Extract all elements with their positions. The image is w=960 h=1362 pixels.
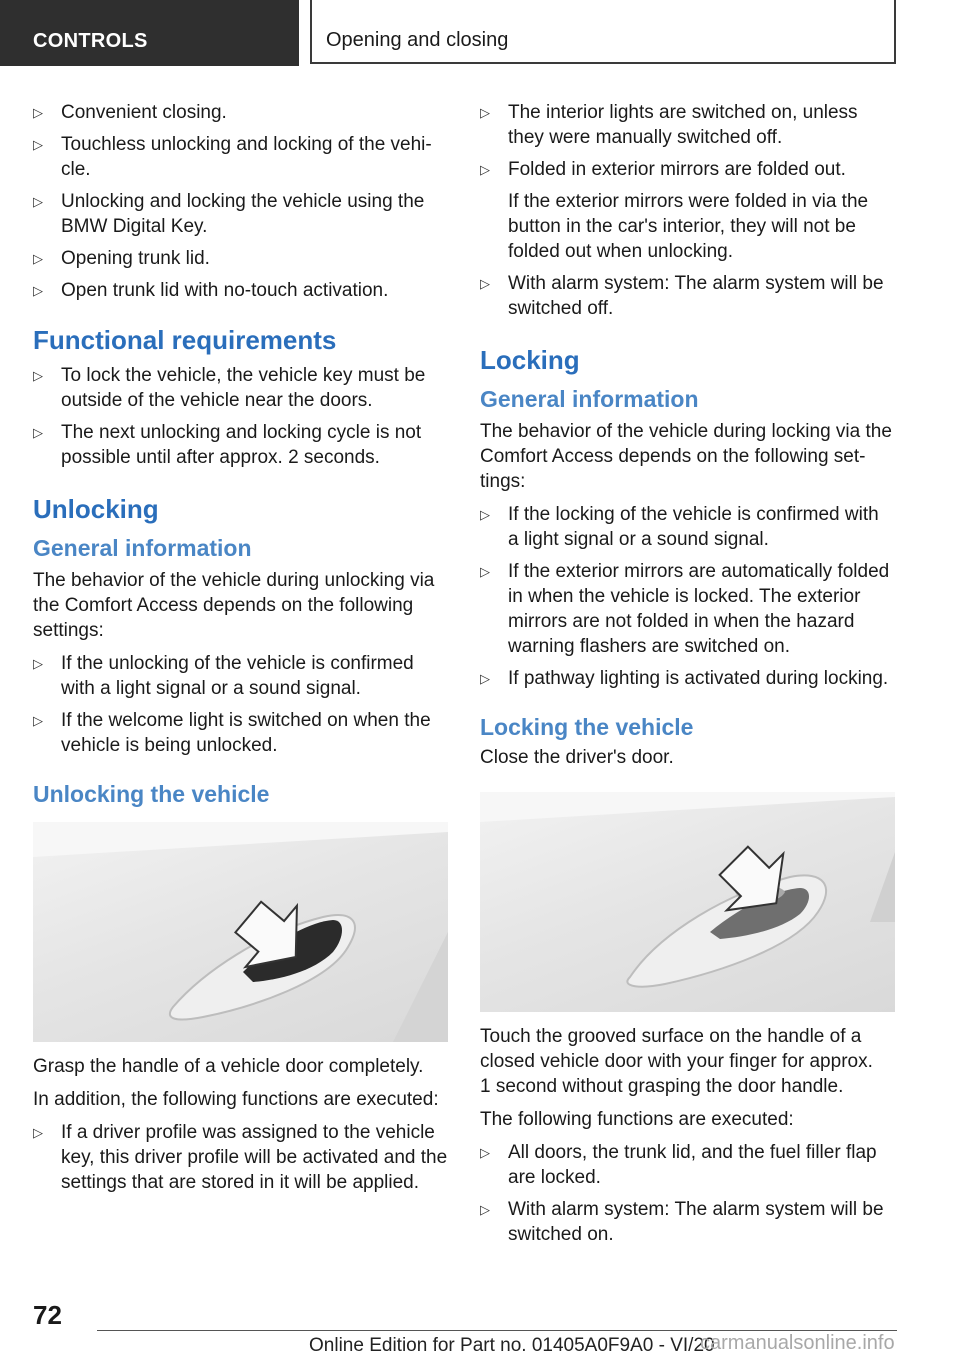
heading-locking: Locking bbox=[480, 345, 580, 375]
bullet-triangle-icon: ▷ bbox=[480, 1145, 490, 1160]
bullet-triangle-icon: ▷ bbox=[480, 1202, 490, 1217]
body-text: The following functions are executed: bbox=[480, 1109, 794, 1130]
bullet-triangle-icon: ▷ bbox=[33, 656, 43, 671]
list-item: ▷ If the welcome light is switched on when the vehicle is being unlocked. bbox=[33, 710, 431, 756]
list-item: ▷ If pathway lighting is activated during locking. bbox=[480, 668, 889, 689]
list-item: ▷ Folded in exterior mirrors are folded out. bbox=[480, 159, 846, 180]
list-item: ▷ Opening trunk lid. bbox=[33, 248, 210, 269]
list-item: ▷ With alarm system: The alarm system will be switched on. bbox=[480, 1199, 884, 1245]
list-item: ▷ If the exterior mirrors are automatically folded in when the vehicle is locked. The exterior mirrors are not folded in when the hazard warning flashers are switched on. bbox=[480, 561, 890, 657]
body-text: In addition, the following functions are executed: bbox=[33, 1089, 439, 1110]
door-handle-illustration bbox=[33, 822, 448, 1042]
page-number: 72 bbox=[33, 1300, 62, 1330]
section-label: CONTROLS bbox=[0, 0, 299, 66]
bullet-triangle-icon: ▷ bbox=[480, 507, 490, 522]
list-item: ▷ The next unlocking and locking cycle is not possible until after approx. 2 seconds. bbox=[33, 422, 422, 468]
heading-locking-the-vehicle: Locking the vehicle bbox=[480, 714, 694, 740]
list-item: ▷ If the unlocking of the vehicle is confirmed with a light signal or a sound signal. bbox=[33, 653, 414, 699]
list-item: ▷ Open trunk lid with no-touch activation. bbox=[33, 280, 389, 301]
list-item: ▷ With alarm system: The alarm system will be switched off. bbox=[480, 273, 884, 319]
list-item: ▷ To lock the vehicle, the vehicle key must be outside of the vehicle near the doors. bbox=[33, 365, 426, 411]
door-handle-illustration bbox=[480, 792, 895, 1012]
list-item: ▷ If the locking of the vehicle is confirmed with a light signal or a sound signal. bbox=[480, 504, 879, 550]
bullet-triangle-icon: ▷ bbox=[480, 105, 490, 120]
chapter-title: Opening and closing bbox=[310, 0, 896, 64]
page-header bbox=[0, 0, 960, 66]
list-item: ▷ Unlocking and locking the vehicle using the BMW Digital Key. bbox=[33, 191, 425, 237]
bullet-triangle-icon: ▷ bbox=[33, 425, 43, 440]
bullet-triangle-icon: ▷ bbox=[33, 137, 43, 152]
watermark: carmanualsonline.info bbox=[700, 1332, 895, 1354]
intro-bullet-list bbox=[33, 100, 449, 303]
bullet-triangle-icon: ▷ bbox=[33, 368, 43, 383]
body-text: Grasp the handle of a vehicle door completely. bbox=[33, 1056, 424, 1077]
bullet-triangle-icon: ▷ bbox=[33, 251, 43, 266]
bullet-triangle-icon: ▷ bbox=[480, 162, 490, 177]
list-item: ▷ All doors, the trunk lid, and the fuel filler flap are locked. bbox=[480, 1142, 877, 1188]
bullet-triangle-icon: ▷ bbox=[480, 671, 490, 686]
list-item: ▷ The interior lights are switched on, unless they were manually switched off. bbox=[480, 102, 858, 148]
bullet-triangle-icon: ▷ bbox=[33, 105, 43, 120]
list-item: ▷ Touchless unlocking and locking of the vehi- cle. bbox=[33, 134, 432, 180]
list-item-note: If the exterior mirrors were folded in via the button in the car's interior, they will not be folded out when unlocking. bbox=[508, 191, 869, 262]
list-item: ▷ If a driver profile was assigned to the vehicle key, this driver profile will be activated and the settings that are stored in it will be applied. bbox=[33, 1122, 448, 1193]
heading-unlocking: Unlocking bbox=[33, 494, 159, 524]
bullet-triangle-icon: ▷ bbox=[33, 713, 43, 728]
door-handle-lock-image bbox=[480, 792, 895, 1012]
left-column bbox=[33, 100, 449, 1202]
bullet-triangle-icon: ▷ bbox=[33, 283, 43, 298]
bullet-triangle-icon: ▷ bbox=[480, 564, 490, 579]
body-text: Touch the grooved surface on the handle of a closed vehicle door with your finger for approx. 1 second without grasping the door handle. bbox=[480, 1026, 873, 1097]
body-text: Close the driver's door. bbox=[480, 747, 674, 768]
footer-divider bbox=[97, 1330, 897, 1331]
list-item: ▷ Convenient closing. bbox=[33, 102, 227, 123]
heading-unlocking-the-vehicle: Unlocking the vehicle bbox=[33, 781, 270, 807]
body-text: The behavior of the vehicle during unlocking via the Comfort Access depends on the following settings: bbox=[33, 570, 435, 641]
right-column bbox=[480, 100, 896, 1254]
heading-functional-requirements: Functional requirements bbox=[33, 325, 337, 355]
bullet-triangle-icon: ▷ bbox=[33, 1125, 43, 1140]
heading-general-information: General information bbox=[480, 386, 699, 412]
door-handle-unlock-image bbox=[33, 822, 448, 1042]
heading-general-information: General information bbox=[33, 535, 252, 561]
body-text: The behavior of the vehicle during locking via the Comfort Access depends on the following set- tings: bbox=[480, 421, 892, 492]
bullet-triangle-icon: ▷ bbox=[480, 276, 490, 291]
edition-text: Online Edition for Part no. 01405A0F9A0 - VI/20 bbox=[309, 1335, 715, 1356]
bullet-triangle-icon: ▷ bbox=[33, 194, 43, 209]
